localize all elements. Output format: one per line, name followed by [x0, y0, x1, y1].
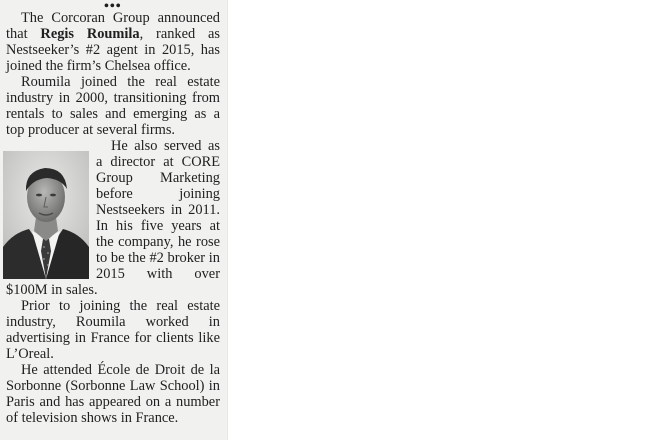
- news-column: [0, 0, 228, 440]
- paragraph-5: He attended École de Droit de la Sorbonne (Sorbonne Law School) in Paris and has appeared on a number of television shows in France.: [6, 362, 220, 426]
- article-body: [6, 10, 220, 426]
- paragraph-4: Prior to joining the real estate industry, Roumila worked in advertising in France for clients like L’Oreal.: [6, 298, 220, 362]
- paragraph-1: [6, 10, 220, 74]
- portrait-photo: [3, 151, 89, 279]
- separator-dots: •••: [104, 0, 122, 14]
- paragraph-1-rest: , ranked as Nestseeker’s #2 agent in 2015, has joined the firm’s Chelsea office.: [6, 26, 221, 74]
- person-name: Regis Roumila: [40, 26, 140, 42]
- paragraph-2: Roumila joined the real estate industry in 2000, transitioning from rentals to sales and emerging as a top producer at several firms.: [6, 74, 220, 138]
- paragraph-3: He also served as a director at CORE Group Marketing before joining Nestseekers in 2011. In his five years at the company, he rose to be the #2 broker in 2015 with over $100M in sales.: [6, 138, 220, 298]
- portrait-icon: [3, 151, 89, 279]
- paragraph-1-lead: The Corcoran Group announced that: [6, 10, 220, 42]
